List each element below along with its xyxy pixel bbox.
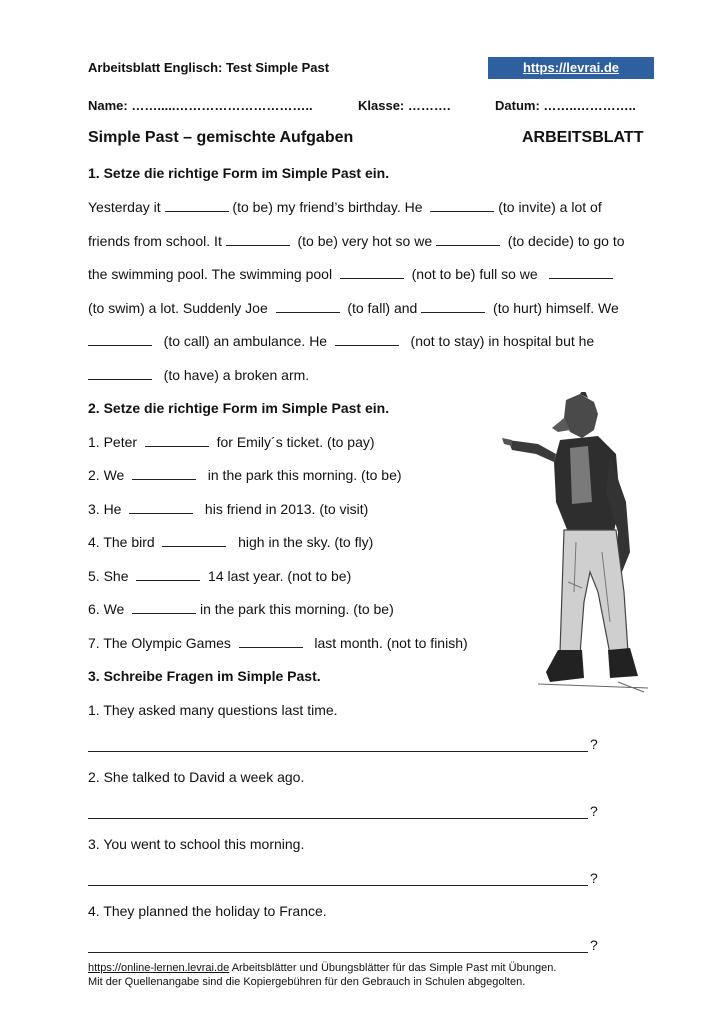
pointing-arm	[508, 440, 556, 462]
question-mark: ?	[590, 803, 598, 819]
answer-blank[interactable]	[239, 635, 303, 648]
task2-item: 3. He his friend in 2013. (to visit)	[88, 501, 369, 517]
task2-item: 2. We in the park this morning. (to be)	[88, 467, 402, 483]
section-badge: ARBEITSBLATT	[522, 129, 644, 146]
answer-blank[interactable]	[430, 199, 494, 212]
task2-item: 6. We in the park this morning. (to be)	[88, 601, 394, 617]
pointing-hand	[502, 438, 512, 446]
task1-line-3: the swimming pool. The swimming pool (not to be) full so we	[88, 266, 613, 282]
answer-blank[interactable]	[165, 199, 229, 212]
name-dots: …….....…………………………..	[131, 98, 313, 113]
datum-dots: ……..…………..	[543, 98, 636, 113]
answer-blank[interactable]	[335, 333, 399, 346]
task2-item: 4. The bird high in the sky. (to fly)	[88, 534, 374, 550]
question-mark: ?	[590, 736, 598, 752]
answer-blank[interactable]	[162, 534, 226, 547]
answer-blank[interactable]	[88, 333, 152, 346]
question-mark: ?	[590, 870, 598, 886]
footer-line-1: https://online-lernen.levrai.de Arbeitsblätter und Übungsblätter für das Simple Past mit Übungen.	[88, 962, 557, 974]
wolf-illustration	[498, 392, 648, 697]
answer-blank[interactable]	[132, 467, 196, 480]
datum-label: Datum:	[495, 98, 540, 113]
answer-blank[interactable]	[129, 501, 193, 514]
footer-line-2: Mit der Quellenangabe sind die Kopiergebühren für den Gebrauch in Schulen abgegolten.	[88, 976, 526, 988]
task1-line-1: Yesterday it (to be) my friend’s birthday. He (to invite) a lot of	[88, 199, 602, 215]
task3-item: 1. They asked many questions last time.	[88, 702, 338, 718]
klasse-field	[358, 98, 451, 113]
task3-heading: 3. Schreibe Fragen im Simple Past.	[88, 668, 321, 684]
task1-heading: 1. Setze die richtige Form im Simple Past ein.	[88, 165, 390, 181]
worksheet-title: Arbeitsblatt Englisch: Test Simple Past	[88, 60, 330, 75]
section-title: Simple Past – gemischte Aufgaben	[88, 129, 354, 146]
answer-blank[interactable]	[136, 568, 200, 581]
ground	[538, 682, 648, 692]
task3-item: 4. They planned the holiday to France.	[88, 903, 327, 919]
name-label: Name:	[88, 98, 128, 113]
task3-item: 2. She talked to David a week ago.	[88, 769, 305, 785]
answer-line[interactable]	[88, 884, 588, 886]
task2-heading: 2. Setze die richtige Form im Simple Past ein.	[88, 400, 390, 416]
answer-line[interactable]	[88, 750, 588, 752]
answer-blank[interactable]	[421, 300, 485, 313]
task1-line-2: friends from school. It (to be) very hot so we (to decide) to go to	[88, 233, 625, 249]
answer-blank[interactable]	[226, 233, 290, 246]
answer-blank[interactable]	[549, 266, 613, 279]
question-mark: ?	[590, 937, 598, 953]
wolf-boot-right	[608, 648, 638, 678]
answer-blank[interactable]	[145, 434, 209, 447]
datum-field	[495, 98, 636, 113]
footer-link[interactable]: https://online-lernen.levrai.de	[88, 962, 230, 974]
task3-item: 3. You went to school this morning.	[88, 836, 305, 852]
answer-line[interactable]	[88, 817, 588, 819]
name-field	[88, 98, 313, 113]
answer-blank[interactable]	[132, 601, 196, 614]
answer-blank[interactable]	[436, 233, 500, 246]
wolf-trousers	[560, 530, 628, 654]
answer-blank[interactable]	[88, 367, 152, 380]
task2-item: 5. She 14 last year. (not to be)	[88, 568, 352, 584]
task2-item: 1. Peter for Emily´s ticket. (to pay)	[88, 434, 375, 450]
task1-line-5: (to call) an ambulance. He (not to stay) in hospital but he	[88, 333, 594, 349]
answer-line[interactable]	[88, 951, 588, 953]
task2-item: 7. The Olympic Games last month. (not to finish)	[88, 635, 468, 651]
klasse-dots: ……….	[407, 98, 451, 113]
wolf-boot-left	[546, 650, 584, 682]
task1-line-4: (to swim) a lot. Suddenly Joe (to fall) and (to hurt) himself. We	[88, 300, 619, 316]
site-link[interactable]: https://levrai.de	[488, 57, 654, 79]
klasse-label: Klasse:	[358, 98, 405, 113]
answer-blank[interactable]	[276, 300, 340, 313]
answer-blank[interactable]	[340, 266, 404, 279]
task1-line-6: (to have) a broken arm.	[88, 367, 309, 383]
wolf-head	[564, 394, 598, 438]
